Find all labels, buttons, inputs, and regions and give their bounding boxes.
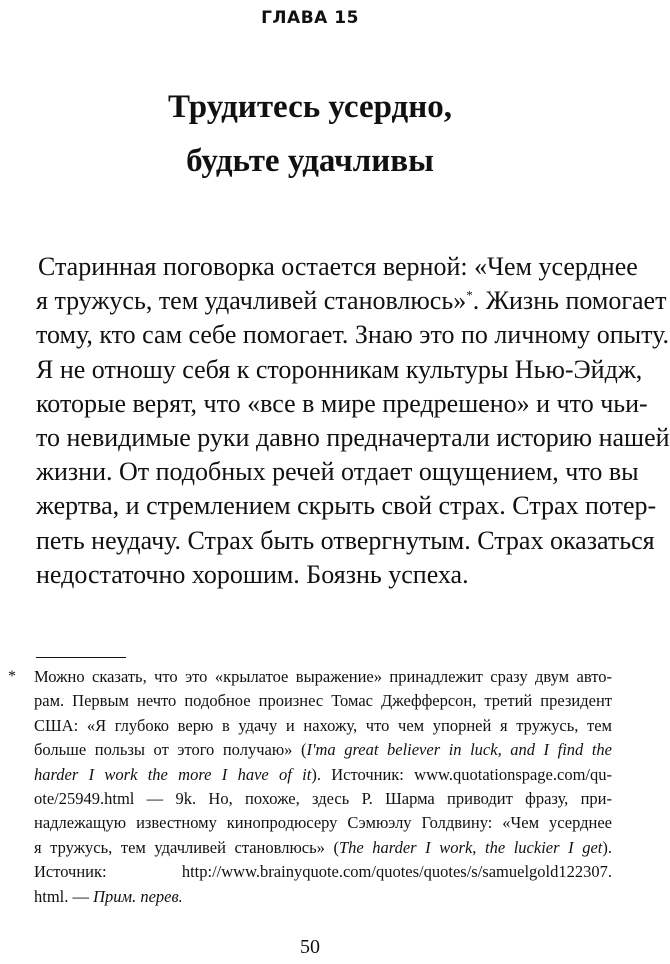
- footnote-text: [34, 665, 612, 909]
- chapter-title-line-1: Трудитесь усердно,: [168, 89, 452, 125]
- footnote-line: Источник: http://www.brainyquote.com/quotes/quotes/s/samuelgold122307.: [34, 862, 612, 882]
- footnote-text-run: ). Источник: www.quotationspage.com/qu-: [311, 764, 612, 784]
- footnote-english-quote: harder I work the more I have of it: [34, 764, 312, 784]
- footnote-marker: *: [8, 668, 16, 685]
- footnote-divider: [36, 657, 126, 658]
- footnote-line: [34, 885, 612, 909]
- body-line: [36, 250, 638, 284]
- body-text: жизни. От подобных речей отдает ощущением, что вы: [36, 457, 639, 487]
- page-number: 50: [300, 936, 320, 958]
- body-text: тому, кто сам себе помогает. Знаю это по личному опыту.: [36, 320, 670, 350]
- body-text: которые верят, что «все в мире предрешено» и что чьи-: [36, 388, 648, 418]
- body-line: [36, 421, 670, 455]
- body-paragraph: [36, 250, 670, 592]
- footnote-text-run: ).: [602, 837, 612, 857]
- body-text: Старинная поговорка остается верной: «Чем усерднее: [38, 252, 638, 281]
- body-text: недостаточно хорошим. Боязнь успеха.: [36, 559, 469, 589]
- body-text: то невидимые руки давно предначертали историю нашей: [36, 423, 670, 453]
- body-line: [36, 284, 667, 318]
- footnote-line: [34, 738, 612, 762]
- footnote-line: [34, 763, 612, 787]
- footnote-english-quote: The harder I work, the luckier I get: [338, 837, 603, 857]
- body-text: я тружусь, тем удачливей становлюсь»: [36, 286, 467, 316]
- chapter-title-line-2: будьте удачливы: [186, 143, 434, 179]
- chapter-title: [0, 80, 620, 188]
- body-line: [36, 318, 670, 352]
- body-line: [36, 489, 657, 523]
- body-text: . Жизнь помогает: [472, 286, 667, 316]
- footnote-line: ote/25949.html — 9k. Но, похоже, здесь Р. Шарма приводит фразу, при-: [34, 789, 612, 809]
- footnote-line: [34, 836, 612, 860]
- body-line: [36, 387, 648, 421]
- chapter-label: ГЛАВА 15: [261, 8, 359, 28]
- body-text: жертва, и стремлением скрыть свой страх. Страх потер-: [36, 491, 657, 521]
- body-text: Я не отношу себя к сторонникам культуры Нью-Эйдж,: [36, 354, 643, 384]
- footnote-text-run: я тружусь, тем удачливей становлюсь» (: [34, 837, 339, 857]
- footnote: [8, 665, 612, 909]
- translator-note: Прим. перев.: [93, 886, 183, 906]
- footnote-reference[interactable]: *: [466, 287, 473, 303]
- body-line: [36, 353, 643, 387]
- footnote-english-quote: I'ma great believer in luck, and I find the: [306, 740, 613, 760]
- footnote-line: рам. Первым нечто подобное произнес Томас Джефферсон, третий президент: [34, 691, 612, 711]
- body-line: [36, 524, 655, 558]
- footnote-line: Можно сказать, что это «крылатое выражение» принадлежит сразу двум авто-: [34, 667, 612, 686]
- footnote-line: США: «Я глубоко верю в удачу и нахожу, что чем упорней я тружусь, тем: [34, 715, 612, 735]
- body-line: [36, 455, 639, 489]
- footnote-text-run: больше пользы от этого получаю» (: [34, 740, 307, 760]
- footnote-line: надлежащую известному кинопродюсеру Сэмюэлу Голдвину: «Чем усерднее: [34, 813, 612, 833]
- body-line: [36, 558, 602, 592]
- footnote-text-run: html. —: [34, 886, 94, 906]
- body-text: петь неудачу. Страх быть отвергнутым. Страх оказаться: [36, 525, 655, 555]
